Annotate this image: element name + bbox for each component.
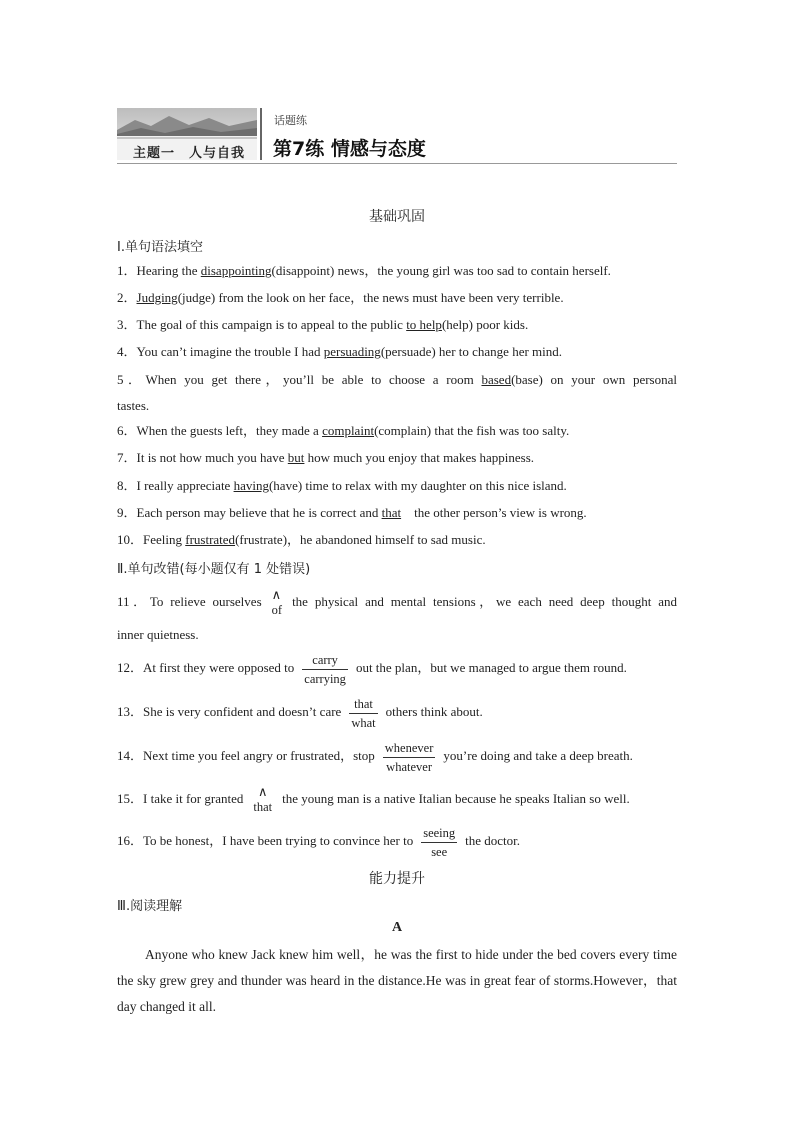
inserted-word: that [253,800,273,815]
header-rule [117,163,677,164]
item-text: 6．When the guests left，they made a [117,423,323,438]
answer-blank: frustrated [185,532,236,547]
answer-blank: to help [406,317,442,332]
grammar-item [117,477,677,494]
item-text: the physical and mental tensions，we each need deep thought and [292,594,678,609]
item-text: others think about. [385,704,483,719]
grammar-item [117,343,677,360]
item-text: (have) time to relax with my daughter on this nice island. [268,478,567,493]
item-text: the young man is a native Italian because he speaks Italian so well. [282,791,630,806]
passage-label: A [391,920,403,935]
banner-label: 主题一 人与自我 [133,146,246,160]
item-text: the doctor. [465,833,521,848]
answer-blank: having [233,478,269,493]
caret-symbol: ∧ [257,785,268,801]
item-text: 1．Hearing the [117,263,201,278]
item-text: how much you enjoy that makes happiness. [304,450,535,465]
item-text: 7．It is not how much you have [117,450,288,465]
answer-blank: Judging [136,290,178,305]
section-title-basic: 基础巩固 [369,209,425,225]
correction-mark [302,651,348,688]
item-text: 14．Next time you feel angry or frustrated，stop [117,748,375,763]
grammar-item [117,289,677,306]
answer-blank: but [287,450,305,465]
item-text: (persuade) her to change her mind. [380,344,563,359]
item-text: out the plan，but we managed to argue them round. [355,660,627,675]
landscape-banner [117,108,257,160]
grammar-item [117,449,677,466]
item-text: (complain) that the fish was too salty. [374,423,570,438]
part1-heading: Ⅰ.单句语法填空 [117,240,203,255]
inserted-word: of [271,603,283,618]
item-text: (base) on your own personal [511,372,677,387]
header-kicker: 话题练 [274,114,307,127]
item-text: (help) poor kids. [441,317,529,332]
grammar-item [117,531,677,548]
section-title-advanced: 能力提升 [369,871,425,887]
caret-symbol: ∧ [271,588,282,604]
item-text: 2． [117,290,137,305]
corrected-word: what [351,715,376,730]
grammar-item [117,371,677,388]
correction-item [117,650,677,688]
passage-paragraph: Anyone who knew Jack knew him well，he was the first to hide under the bed covers every time the sky grew grey and thunder was heard in the distance.He was in great fear of storms.However，that day changed it all. [117,947,677,1014]
item-continuation: inner quietness. [117,627,199,642]
answer-blank: that [381,505,402,520]
item-text: 10．Feeling [117,532,186,547]
item-text: 16．To be honest，I have been trying to convince her to [117,833,414,848]
correction-item [117,823,677,861]
item-text: 9．Each person may believe that he is correct and [117,505,382,520]
page-title: 第7练 情感与态度 [273,138,426,160]
part3-heading: Ⅲ.阅读理解 [117,899,183,914]
grammar-item [117,422,677,439]
item-text: 12．At first they were opposed to [117,660,295,675]
header-divider [260,108,262,160]
item-text: 15．I take it for granted [117,791,244,806]
item-text: 11．To relieve ourselves [117,594,262,609]
item-text: you’re doing and take a deep breath. [443,748,633,763]
correction-mark [349,695,377,732]
item-text: the other person’s view is wrong. [401,505,587,520]
correction-item [117,694,677,732]
answer-blank: disappointing [200,263,272,278]
item-text: 3．The goal of this campaign is to appeal to the public [117,317,407,332]
correction-item [117,738,677,776]
item-text: 5．When you get there，you’ll be able to choose a room [117,372,482,387]
wrong-word: seeing [421,824,457,843]
corrected-word: whatever [386,759,432,774]
insertion-mark [272,588,282,618]
correction-item [117,781,677,817]
item-text: (disappoint) news，the young girl was too sad to contain herself. [271,263,611,278]
item-text: 4．You can’t imagine the trouble I had [117,344,324,359]
insertion-mark [253,785,272,815]
correction-mark [421,824,457,861]
grammar-item [117,262,677,279]
wrong-word: whenever [383,739,436,758]
page-header [117,104,677,164]
correction-item [117,584,677,620]
answer-blank: based [481,372,512,387]
wrong-word: carry [302,651,348,670]
corrected-word: carrying [304,671,346,686]
item-text: (frustrate)，he abandoned himself to sad music. [235,532,486,547]
wrong-word: that [349,695,377,714]
part2-heading: Ⅱ.单句改错(每小题仅有 1 处错误) [117,562,311,577]
answer-blank: complaint [322,423,375,438]
grammar-item [117,316,677,333]
item-text: (judge) from the look on her face，the news must have been very terrible. [177,290,564,305]
item-text: 13．She is very confident and doesn’t care [117,704,342,719]
grammar-item [117,504,677,521]
answer-blank: persuading [323,344,381,359]
correction-mark [383,739,436,776]
item-text: 8．I really appreciate [117,478,234,493]
corrected-word: see [431,844,448,859]
item-continuation: tastes. [117,398,150,413]
